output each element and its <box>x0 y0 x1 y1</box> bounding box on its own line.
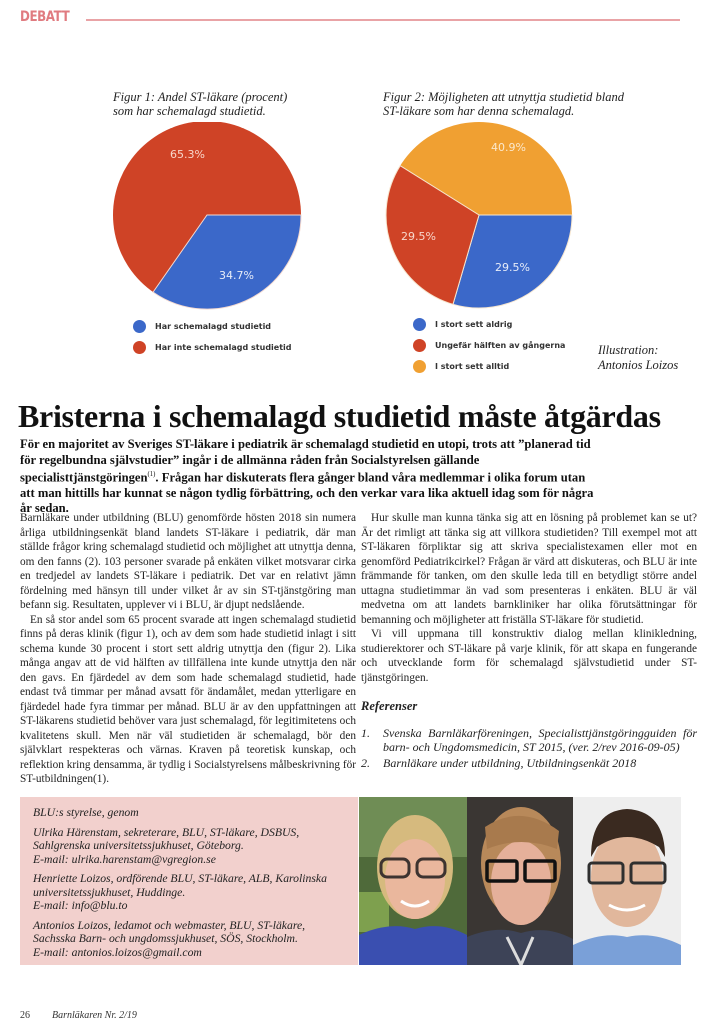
reference-number: 1. <box>361 725 370 740</box>
header-divider <box>86 19 680 21</box>
article-column-2 <box>361 511 697 772</box>
article-headline: Bristerna i schemalagd studietid måste åtgärdas <box>18 398 661 434</box>
reference-number: 2. <box>361 755 370 770</box>
authors-intro: BLU:s styrelse, genom <box>33 806 139 819</box>
pie2-label-red: 29.5% <box>401 230 436 243</box>
legend-label: I stort sett aldrig <box>435 320 513 329</box>
figure1-pie-chart <box>110 122 306 314</box>
legend-dot-orange-icon <box>413 360 426 373</box>
legend-item <box>133 316 292 337</box>
paragraph: Vi vill uppmana till konstruktiv dialog mellan klinikledning, studierektorer och ST-läkare på varje klinik, för att skapa en fungerande och utvecklande form för schemalagd självstudietid under ST-tjänstgöringen. <box>361 628 697 684</box>
legend-item <box>133 337 292 358</box>
author-affiliation: Antonios Loizos, ledamot och webmaster, BLU, ST-läkare, <box>33 918 306 932</box>
references-heading: Referenser <box>361 699 418 713</box>
legend-item <box>413 335 565 356</box>
legend-item <box>413 314 565 335</box>
section-label: DEBATT <box>20 9 70 25</box>
figure2-pie-chart <box>383 122 577 314</box>
figure2-legend <box>413 314 565 377</box>
paragraph: Barnläkare under utbildning (BLU) genomförde hösten 2018 sin numera årliga utbildningsenkät bland landets ST-läkare i pediatrik, där man ställde frågor kring schemalagd studietid och möjlighet att utnyttja denna, om den fanns (2). 103 personer svarade på enkäten vilket motsvarar cirka en tredjedel av landets ST-läkare i pediatrik. Det var en relativt jämn fördelning med hänsyn till under vilket år av sin ST-tjänstgöring man befann sig. Resultaten, upplever vi i BLU, är djupt nedslående. <box>20 512 356 611</box>
figure1-legend <box>133 316 292 358</box>
legend-label: I stort sett alltid <box>435 362 510 371</box>
reference-item <box>361 756 697 770</box>
legend-item <box>413 356 565 377</box>
figure2-caption-line2: ST-läkare som har denna schemalagd. <box>383 104 575 118</box>
author-affiliation: Sachsska Barn- och ungdomssjukhuset, SÖS, Stockholm. <box>33 932 298 945</box>
magazine-issue: Barnläkaren Nr. 2/19 <box>52 1010 137 1021</box>
author-affiliation: Sahlgrenska universitetssjukhuset, Göteborg. <box>33 839 244 852</box>
authors-box <box>20 797 358 965</box>
legend-dot-red-icon <box>133 341 146 354</box>
illustration-credit <box>598 343 678 373</box>
article-column-1 <box>20 511 356 787</box>
pie2-label-blue: 29.5% <box>495 261 530 274</box>
legend-label: Har schemalagd studietid <box>155 322 272 331</box>
author-entry <box>33 919 346 960</box>
lede-text-rest: . Frågan har diskuterats flera gånger bland våra medlemmar i olika forum utan att man hittills har kunnat se någon tydlig förbättring, och den verkar vara lika aktuell idag som för några år sedan. <box>20 469 594 516</box>
reference-text: Svenska Barnläkarföreningen, Specialisttjänstgöringguiden för barn- och Ungdomsmedicin, ST 2015, (ver. 2/rev 2016-09-05) <box>383 725 697 754</box>
author-photo-antonios <box>573 797 681 965</box>
pie1-label-red: 65.3% <box>170 148 205 161</box>
lede-footnote: (1) <box>147 470 156 478</box>
page-number: 26 <box>20 1010 30 1021</box>
author-affiliation: Ulrika Härenstam, sekreterare, BLU, ST-läkare, DSBUS, <box>33 825 300 839</box>
figure2-caption-line1: Figur 2: Möjligheten att utnyttja studietid bland <box>383 90 624 104</box>
author-photo-henriette <box>467 797 573 965</box>
legend-dot-red-icon <box>413 339 426 352</box>
pie1-label-blue: 34.7% <box>219 269 254 282</box>
legend-dot-blue-icon <box>133 320 146 333</box>
author-affiliation: universitetssjukhuset, Huddinge. <box>33 885 186 899</box>
author-photo-ulrika <box>359 797 467 965</box>
credit-line1: Illustration: <box>598 343 659 357</box>
author-affiliation: Henriette Loizos, ordförende BLU, ST-läkare, ALB, Karolinska <box>33 872 327 885</box>
author-email: E-mail: antonios.loizos@gmail.com <box>33 945 202 959</box>
lede-text: För en majoritet av Sveriges ST-läkare i pediatrik är schemalagd studietid en utopi, trots att ”planerad tid för regelbundna självstudier” ingår i de allmänna råden från Socialstyrelsen gällande specialisttjänstgöringen <box>20 436 591 485</box>
paragraph: En så stor andel som 65 procent svarade att ingen schemalagd studietid finns på deras klinik (figur 1), och av dem som hade studietid inlagt i sitt schema kunde 30 procent i stort sett aldrig utnyttja den (figur 2). Lika många angav att de vid hälften av tillfällena inte kunde utnyttja den när den gavs. En fjärdedel av dem som hade schemalagd studietid, hade endast två timmar per månad avsatt för ändamålet, medan ytterligare en fjärdedel hade fyra timmar per månad. BLU är av den uppfattningen att ST-läkarens studietid behöver vara just schemalagd, för legitimitetens och kvalitetens skull. Men när väl studietiden är schemalagd, bör den självklart respekteras och värnas. Kraven på teoretisk kunskap, och reflektion kring densamma, är tydlig i Socialstyrelsens målbeskrivning för ST-utbildningen(1). <box>20 613 357 785</box>
article-lede <box>20 436 602 516</box>
pie2-label-orange: 40.9% <box>491 141 526 154</box>
author-email: E-mail: ulrika.harenstam@vgregion.se <box>33 852 216 866</box>
credit-line2: Antonios Loizos <box>598 358 679 372</box>
figure1-caption-line1: Figur 1: Andel ST-läkare (procent) <box>113 90 288 104</box>
reference-item <box>361 726 697 754</box>
reference-text: Barnläkare under utbildning, Utbildningsenkät 2018 <box>383 755 637 770</box>
figure2-caption <box>383 90 624 118</box>
legend-label: Ungefär hälften av gångerna <box>435 341 566 350</box>
author-entry <box>33 826 346 867</box>
author-email: E-mail: info@blu.to <box>33 899 128 912</box>
paragraph: Hur skulle man kunna tänka sig att en lösning på problemet kan se ut? Är det rimligt att tänka sig att villkora studietiden? Till exempel mot att ST-läkaren förpliktar sig att skriva specialistexamen eller mot en genomförd Pediatrikcirkel? Frågan är värd att diskuteras, och BLU är inte främmande för tanken, om den skulle leda till en betydligt större andel uttagna studietimmar än vad som presenteras i enkäten. BLU är väl medvetna om att landets barnkliniker har olika förutsättningar för bemanning och möjligheter att friställa ST-läkare för studietid. <box>361 512 697 626</box>
author-entry <box>33 872 346 913</box>
figure1-caption-line2: som har schemalagd studietid. <box>113 104 266 118</box>
legend-dot-blue-icon <box>413 318 426 331</box>
figure1-caption <box>113 90 287 118</box>
legend-label: Har inte schemalagd studietid <box>155 343 292 352</box>
